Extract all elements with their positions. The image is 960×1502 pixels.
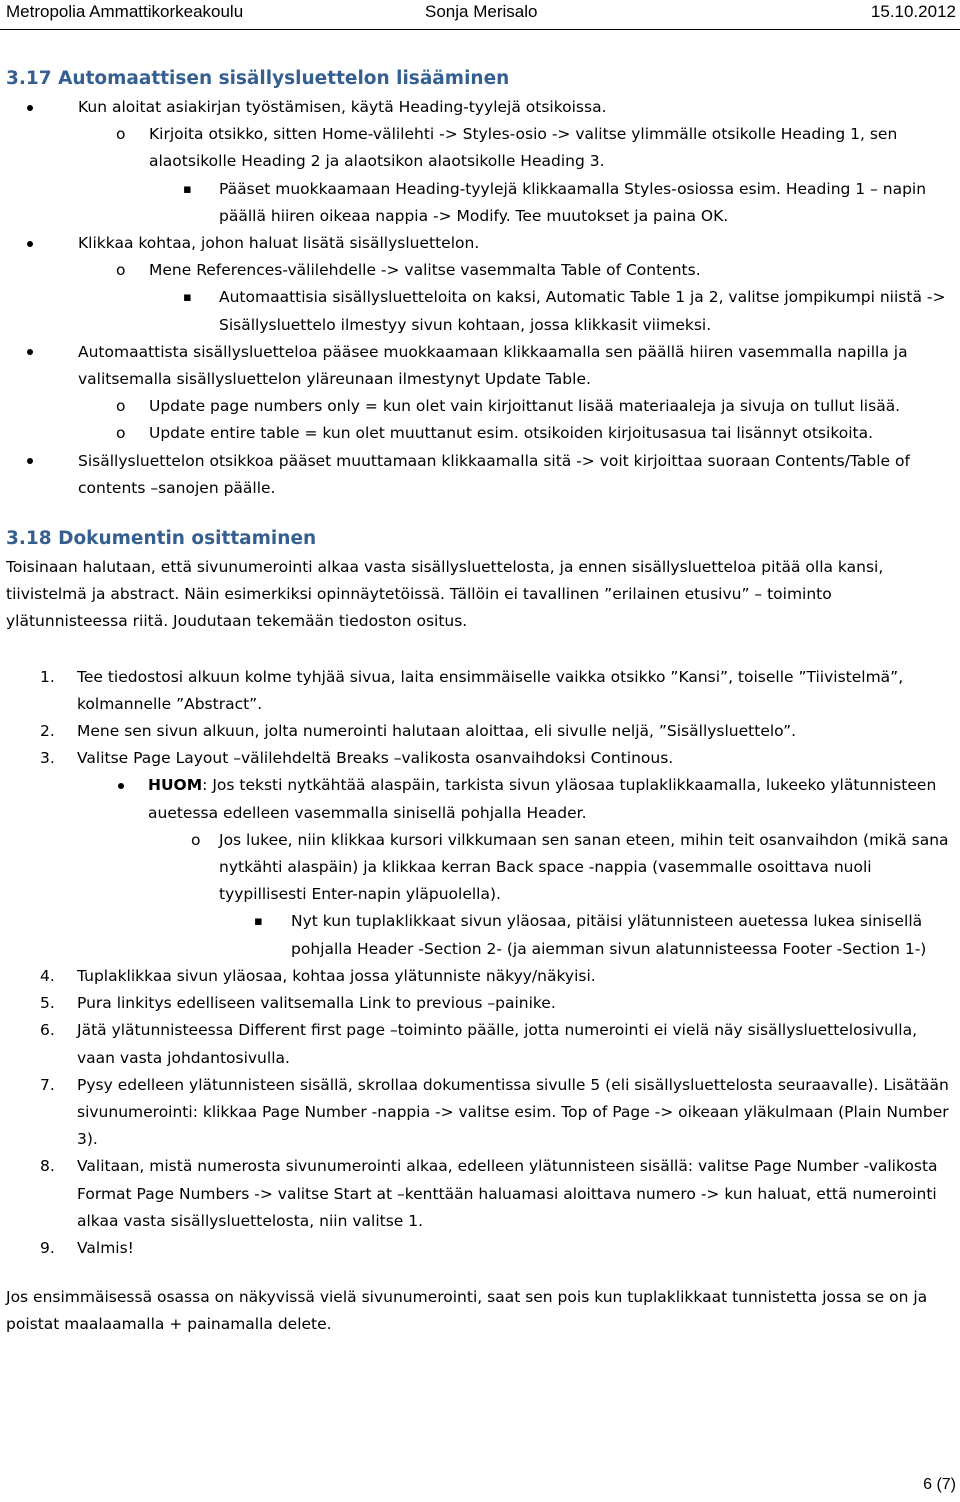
bullet-dot-icon — [27, 230, 33, 257]
section-heading-3-17: 3.17 Automaattisen sisällysluettelon lisääminen — [6, 68, 510, 89]
list-item-text: Automaattista sisällysluetteloa pääsee muokkaamaan klikkaamalla sen päällä hiiren vasemmalla napilla ja valitsemalla sisällysluettelon yläreunaan ilmestynyt Update Table. — [78, 342, 908, 389]
section-heading-3-18: 3.18 Dokumentin osittaminen — [6, 528, 317, 550]
numbered-step — [6, 1072, 954, 1154]
list-item — [6, 284, 954, 338]
list-item — [6, 176, 954, 230]
step-number: 9. — [40, 1238, 55, 1257]
step-text: Pysy edelleen ylätunnisteen sisällä, skrollaa dokumentissa sivulle 5 (eli sisällysluettelosta seuraavalle). Lisätään sivunumerointi: klikkaa Page Number -nappia -> valitse esim. Top of Page -> oikeaan yläkulmaan (Plain Number 3). — [77, 1075, 949, 1149]
page-number: 6 (7) — [923, 1476, 956, 1493]
list-item-text: Mene References-välilehdelle -> valitse vasemmalta Table of Contents. — [149, 261, 701, 280]
note-label: HUOM — [148, 776, 203, 795]
list-item-text: Update entire table = kun olet muuttanut esim. otsikoiden kirjoitusasua tai lisännyt otsikoita. — [149, 424, 874, 443]
bullet-square-icon: ▪ — [183, 181, 192, 197]
note-subitem-text: Jos lukee, niin klikkaa kursori vilkkumaan sen sanan eteen, mihin teit osanvaihdon (mikä sana nytkähti alaspäin) ja klikkaa kerran Back space -nappia (vasemmalle osoittava nuoli tyypillisesti Enter-napin yläpuolella). — [219, 830, 949, 904]
step-number: 2. — [40, 722, 55, 741]
note-subitem — [6, 827, 954, 909]
bullet-circle-icon: o — [116, 397, 126, 416]
step-text: Tuplaklikkaa sivun yläosaa, kohtaa jossa ylätunniste näkyy/näkyisi. — [77, 966, 596, 985]
closing-paragraph: Jos ensimmäisessä osassa on näkyvissä vielä sivunumerointi, saat sen pois kun tuplaklikkaat tunnistetta jossa se on ja poistat maalaamalla + painamalla delete. — [6, 1288, 928, 1334]
note-item — [6, 772, 954, 826]
step-text: Jätä ylätunnisteessa Different first page –toiminto päälle, jotta numerointi ei vielä näy sisällysluettelosivulla, vaan vasta johdantosivulla. — [77, 1021, 918, 1067]
list-item-text: Automaattisia sisällysluetteloita on kaksi, Automatic Table 1 ja 2, valitse jompikumpi niistä -> Sisällysluettelo ilmestyy sivun kohtaan, jossa klikkasit viimeksi. — [219, 288, 946, 334]
numbered-step — [6, 1153, 954, 1235]
header-organization: Metropolia Ammattikorkeakoulu — [6, 2, 244, 21]
numbered-step — [6, 963, 954, 990]
list-item-text: Sisällysluettelon otsikkoa pääset muuttamaan klikkaamalla sitä -> voit kirjoittaa suoraan Contents/Table of contents –sanojen päälle. — [78, 451, 910, 497]
header-author: Sonja Merisalo — [425, 2, 538, 21]
bullet-dot-icon — [27, 448, 33, 475]
bullet-dot-icon — [27, 339, 33, 366]
numbered-step — [6, 745, 954, 772]
step-text: Mene sen sivun alkuun, jolta numerointi halutaan aloittaa, eli sivulle neljä, ”Sisällysluettelo”. — [77, 722, 797, 741]
list-item — [6, 94, 954, 121]
note-subsubitem — [6, 908, 954, 962]
list-item-text: Kun aloitat asiakirjan työstämisen, käytä Heading-tyylejä otsikoissa. — [78, 98, 607, 116]
bullet-circle-icon: o — [191, 830, 201, 849]
step-text: Pura linkitys edelliseen valitsemalla Link to previous –painike. — [77, 994, 556, 1013]
list-item — [6, 257, 954, 284]
intro-paragraph: Toisinaan halutaan, että sivunumerointi alkaa vasta sisällysluettelosta, ja ennen sisällysluetteloa pitää olla kansi, tiivistelmä ja abstract. Näin esimerkiksi opinnäytetöissä. Tällöin ei tavallinen ”erilainen etusivu” – toiminto ylätunnisteessa riitä. Joudutaan tekemään tiedoston ositus. — [6, 558, 884, 631]
numbered-step — [6, 718, 954, 745]
list-item-text: Update page numbers only = kun olet vain kirjoittanut lisää materiaaleja ja sivuja on tullut lisää. — [149, 397, 901, 416]
bullet-dot-icon — [27, 94, 33, 121]
list-item-text: Pääset muokkaamaan Heading-tyylejä klikkaamalla Styles-osiossa esim. Heading 1 – napin päällä hiiren oikeaa nappia -> Modify. Tee muutokset ja paina OK. — [219, 179, 927, 225]
numbered-step — [6, 664, 954, 718]
step-text: Valitse Page Layout –välilehdeltä Breaks –valikosta osanvaihdoksi Continous. — [77, 749, 674, 768]
step-text: Valmis! — [77, 1238, 134, 1257]
header-rule — [0, 29, 960, 30]
list-item — [6, 420, 954, 447]
list-item — [6, 121, 954, 175]
step-text: Valitaan, mistä numerosta sivunumerointi alkaa, edelleen ylätunnisteen sisällä: valitse Page Number -valikosta Format Page Numbers -> valitse Start at –kenttään haluamasi aloittava numero -> kun haluat, että numerointi alkaa vasta sisällysluettelosta, niin valitse 1. — [77, 1157, 938, 1230]
page-header — [0, 0, 960, 30]
note-subsubitem-text: Nyt kun tuplaklikkaat sivun yläosaa, pitäisi ylätunnisteen auetessa lukea sinisellä pohjalla Header -Section 2- (ja aiemman sivun alatunnisteessa Footer -Section 1-) — [291, 912, 927, 958]
list-item-text: Kirjoita otsikko, sitten Home-välilehti -> Styles-osio -> valitse ylimmälle otsikolle Heading 1, sen alaotsikolle Heading 2 ja alaotsikon alaotsikolle Heading 3. — [149, 125, 898, 171]
step-number: 8. — [40, 1157, 55, 1176]
numbered-step — [6, 990, 954, 1017]
document-body — [6, 64, 954, 1339]
list-item — [6, 230, 954, 257]
step-text: Tee tiedostosi alkuun kolme tyhjää sivua, laita ensimmäiselle vaikka otsikko ”Kansi”, toiselle ”Tiivistelmä”, kolmannelle ”Abstract”. — [77, 667, 904, 713]
step-number: 5. — [40, 994, 55, 1013]
step-number: 1. — [40, 667, 55, 686]
note-text: : Jos teksti nytkähtää alaspäin, tarkista sivun yläosaa tuplaklikkaamalla, lukeeko ylätunnisteen auetessa edelleen vasemmalla sinisellä pohjalla Header. — [148, 776, 937, 822]
header-date: 15.10.2012 — [870, 2, 956, 21]
step-number: 7. — [40, 1075, 55, 1094]
bullet-square-icon: ▪ — [254, 914, 263, 930]
bullet-circle-icon: o — [116, 424, 126, 443]
bullet-square-icon: ▪ — [183, 290, 192, 306]
list-item — [6, 393, 954, 420]
numbered-step — [6, 1017, 954, 1071]
step-number: 6. — [40, 1021, 55, 1040]
step-number: 4. — [40, 966, 55, 985]
list-item-text: Klikkaa kohtaa, johon haluat lisätä sisällysluettelon. — [78, 234, 480, 253]
bullet-circle-icon: o — [116, 261, 126, 280]
step-number: 3. — [40, 749, 55, 768]
numbered-step — [6, 1235, 954, 1262]
list-item — [6, 339, 954, 393]
bullet-circle-icon: o — [116, 125, 126, 144]
bullet-dot-icon — [118, 772, 124, 799]
list-item — [6, 448, 954, 502]
